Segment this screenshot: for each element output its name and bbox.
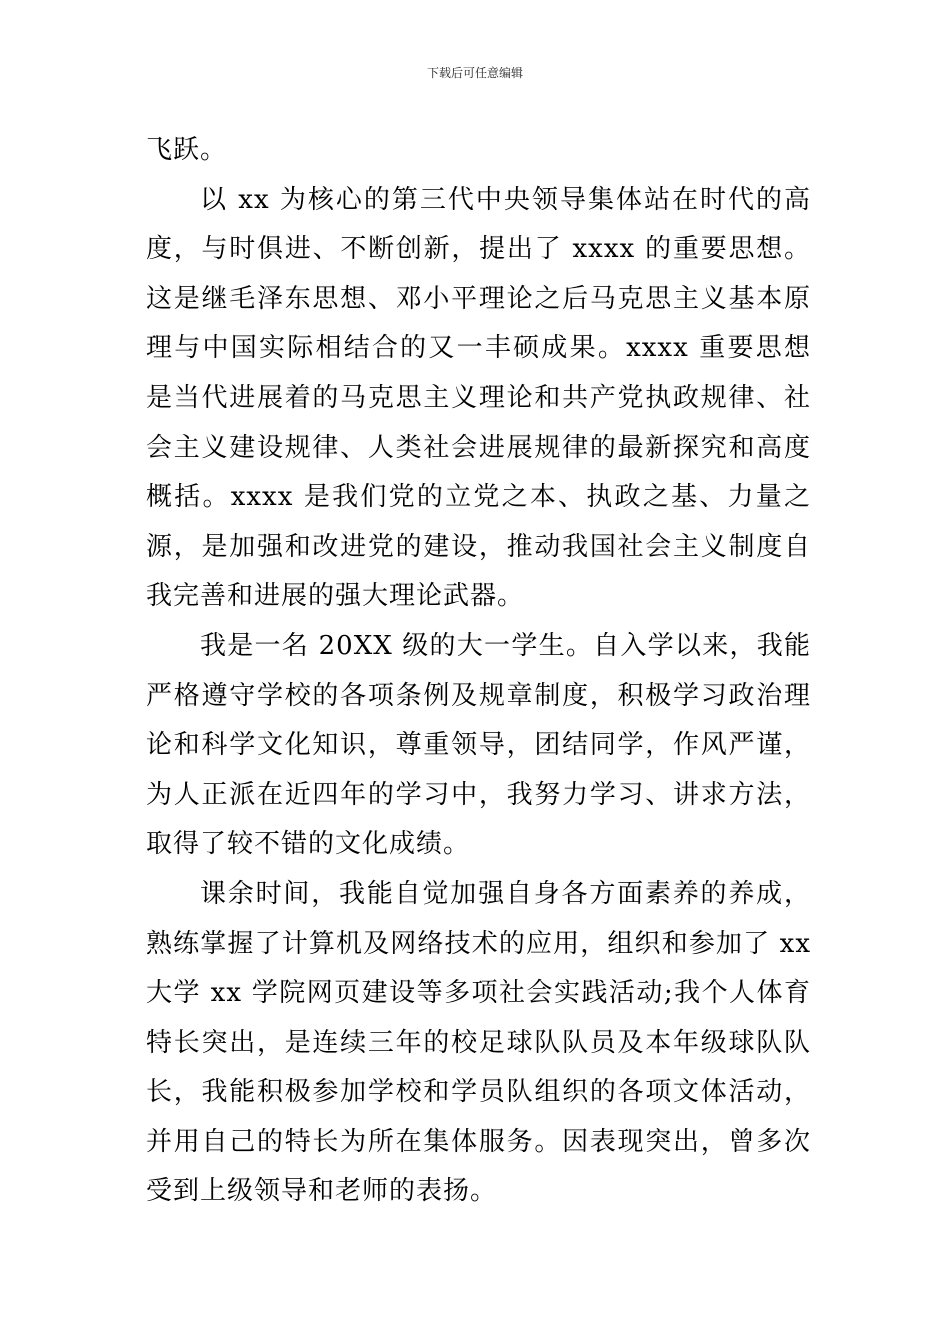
paragraph-3: 我是一名 20XX 级的大一学生。自入学以来，我能严格遵守学校的各项条例及规章制度，积极学习政治理论和科学文化知识，尊重领导，团结同学，作风严谨，为人正派在近四年的学习中，我努力学习、讲求方法，取得了较不错的文化成绩。 [146,630,811,860]
document-body [146,126,811,1217]
paragraph-4: 课余时间，我能自觉加强自身各方面素养的养成，熟练掌握了计算机及网络技术的应用，组织和参加了 xx 大学 xx 学院网页建设等多项社会实践活动;我个人体育特长突出，是连续三年的校足球队队员及本年级球队队长，我能积极参加学校和学员队组织的各项文体活动，并用自己的特长为所在集体服务。因表现突出，曾多次受到上级领导和老师的表扬。 [146,878,811,1207]
page-header: 下载后可任意编辑 [426,66,523,80]
paragraph-2: 以 xx 为核心的第三代中央领导集体站在时代的高度，与时俱进、不断创新，提出了 xxxx 的重要思想。这是继毛泽东思想、邓小平理论之后马克思主义基本原理与中国实际相结合的又一丰硕成果。xxxx 重要思想是当代进展着的马克思主义理论和共产党执政规律、社会主义建设规律、人类社会进展规律的最新探究和高度概括。xxxx 是我们党的立党之本、执政之基、力量之源，是加强和改进党的建设，推动我国社会主义制度自我完善和进展的强大理论武器。 [146,184,811,612]
paragraph-1: 飞跃。 [146,135,228,165]
